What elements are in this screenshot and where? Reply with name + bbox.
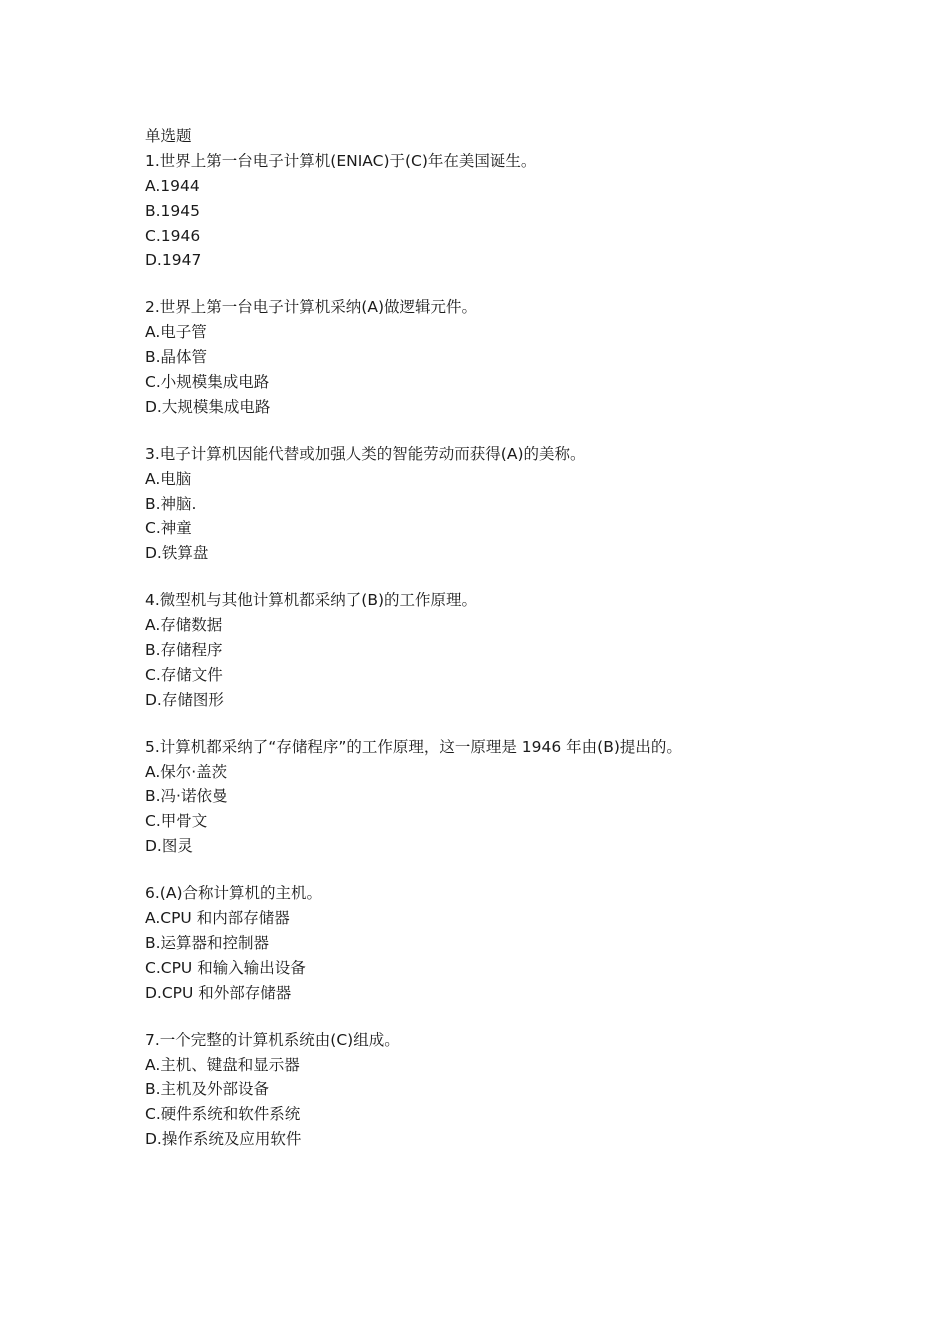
option-a: A.主机、键盘和显示器 <box>145 1055 300 1074</box>
question-stem: 6.(A)合称计算机的主机。 <box>145 884 322 903</box>
option-a: A.电子管 <box>145 323 207 342</box>
option-c: C.甲骨文 <box>145 812 208 831</box>
option-a: A.保尔·盖茨 <box>145 762 228 781</box>
option-d: D.操作系统及应用软件 <box>145 1130 302 1149</box>
question-7 <box>145 1028 925 1152</box>
option-c: C.1946 <box>145 226 201 245</box>
question-stem: 5.计算机都采纳了“存储程序”的工作原理，这一原理是 1946 年由(B)提出的。 <box>145 737 682 756</box>
option-d: D.CPU 和外部存储器 <box>145 983 292 1002</box>
option-d: D.图灵 <box>145 837 193 856</box>
option-d: D.铁算盘 <box>145 544 209 563</box>
option-b: B.运算器和控制器 <box>145 933 270 952</box>
question-stem: 7.一个完整的计算机系统由(C)组成。 <box>145 1030 400 1049</box>
question-1 <box>145 149 925 273</box>
question-5 <box>145 735 925 859</box>
section-title: 单选题 <box>145 127 192 145</box>
option-c: C.存储文件 <box>145 665 223 684</box>
option-b: B.1945 <box>145 201 201 220</box>
option-b: B.存储程序 <box>145 641 223 660</box>
option-b: B.主机及外部设备 <box>145 1080 270 1099</box>
question-4 <box>145 588 925 712</box>
option-a: A.1944 <box>145 176 200 195</box>
question-3 <box>145 442 925 566</box>
option-a: A.存储数据 <box>145 616 223 635</box>
option-a: A.CPU 和内部存储器 <box>145 909 290 928</box>
option-d: D.大规模集成电路 <box>145 397 271 416</box>
question-stem: 3.电子计算机因能代替或加强人类的智能劳动而获得(A)的美称。 <box>145 444 586 463</box>
option-d: D.1947 <box>145 251 202 270</box>
option-b: B.晶体管 <box>145 348 208 367</box>
option-c: C.神童 <box>145 519 192 538</box>
option-c: C.小规模集成电路 <box>145 373 270 392</box>
option-a: A.电脑 <box>145 469 192 488</box>
question-stem: 1.世界上第一台电子计算机(ENIAC)于(C)年在美国诞生。 <box>145 151 537 170</box>
document-page <box>145 124 925 1174</box>
option-b: B.冯·诺依曼 <box>145 787 228 806</box>
option-c: C.硬件系统和软件系统 <box>145 1105 301 1124</box>
question-2 <box>145 295 925 419</box>
option-d: D.存储图形 <box>145 690 224 709</box>
question-6 <box>145 881 925 1005</box>
question-stem: 4.微型机与其他计算机都采纳了(B)的工作原理。 <box>145 591 478 610</box>
option-c: C.CPU 和输入输出设备 <box>145 958 306 977</box>
question-stem: 2.世界上第一台电子计算机采纳(A)做逻辑元件。 <box>145 298 477 317</box>
option-b: B.神脑. <box>145 494 197 513</box>
